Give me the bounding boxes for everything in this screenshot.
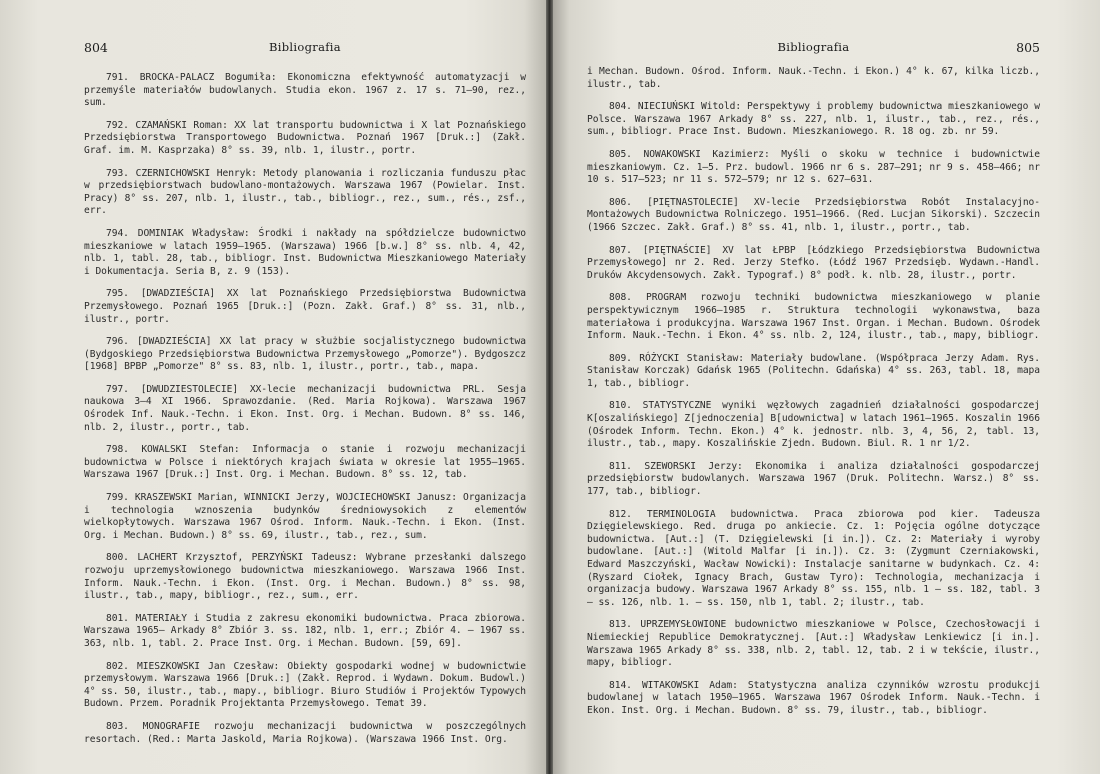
page-number: 804 (84, 40, 108, 55)
entry-text: STATYSTYCZNE wyniki węzłowych zagadnień działalności gospodarczej K[oszalińskiego] Z[jednoczenia] B[udownictwa] w latach 1961—1965. Koszalin 1966 (Ośrodek Inform. Techn. Ekon.) 4° k. jednostr. nlb. 3, 4, 56, 2, tabl. 13, ilustr., tab., mapy. Koszalińskie Zjedn. Budown. Biul. R. 1 nr 1/2. (587, 400, 1041, 450)
bibliography-entry (587, 149, 1040, 187)
entry-text: LACHERT Krzysztof, PERZYŃSKI Tadeusz: Wybrane przesłanki dalszego rozwoju uprzemysłowionego budownictwa mieszkaniowego. Warszawa 1966 Inst. Inform. Nauk.-Techn. i Ekon. (Inst. Org. i Mechan. Budown.) 8° ss. 98, ilustr., tab., mapy, bibliogr., rez., sum., err. (84, 552, 526, 602)
entry-text: UPRZEMYSŁOWIONE budownictwo mieszkaniowe w Polsce, Czechosłowacji i Niemieckiej Republice Demokratycznej. [Aut.:] Władysław Lenkiewicz [i in.]. Warszawa 1965 Arkady 8° ss. 338, nlb. 2, tabl. 12, tab. 2 i w tekście, ilustr., mapy, bibliogr. (587, 619, 1040, 669)
entry-number: 807. (609, 244, 632, 256)
bibliography-entry (84, 120, 526, 158)
bibliography-entry (84, 552, 526, 602)
entry-text: KRASZEWSKI Marian, WINNICKI Jerzy, WOJCIECHOWSKI Janusz: Organizacja i technologia wznoszenia budynków średniowysokich z elementów wielkopłytowych. Warszawa 1967 Ośrod. Inform. Nauk.-Techn. i Ekon. (Inst. Org. i Mechan. Budown.) 8° ss. 69, ilustr., tab., rez., sum. (84, 492, 526, 541)
bibliography-entry (84, 384, 526, 434)
entry-text: WITAKOWSKI Adam: Statystyczna analiza czynników wzrostu produkcji budowlanej w latach 1950—1965. Warszawa 1967 Ośrodek Inform. Nauk.-Techn. i Ekon. Inst. Org. i Mechan. Budown. 8° ss. 79, ilustr., tab., bibliogr. (587, 679, 1041, 716)
entry-text: SZEWORSKI Jerzy: Ekonomika i analiza działalności gospodarczej przedsiębiorstw budowlanych. Warszawa 1967 (Druk. Politechn. Warsz.) 8° ss. 177, tab., bibliogr. (587, 460, 1040, 498)
entry-number: 796. (106, 336, 129, 348)
entry-number: 810. (609, 400, 632, 412)
entry-text: KOWALSKI Stefan: Informacja o stanie i rozwoju mechanizacji budownictwa w Polsce i niektórych krajach świata w okresie lat 1955—1965. Warszawa 1967 [Druk.:] Inst. Org. i Mechan. Budown. 8° ss. 12, tab. (84, 444, 526, 481)
bibliography-entry (587, 197, 1040, 235)
page-number: 805 (1016, 40, 1040, 55)
bibliography-entry (587, 245, 1040, 283)
entry-text: MONOGRAFIE rozwoju mechanizacji budownictwa w poszczególnych resortach. (Red.: Marta Jaskold, Maria Rojkowa). (Warszawa 1966 Inst. Org. (84, 720, 526, 745)
entry-text: TERMINOLOGIA budownictwa. Praca zbiorowa pod kier. Tadeusza Dzięgielewskiego. Red. druga po ankiecie. Cz. 1: Pojęcia ogólne dotyczące budownictwa. [Aut.:] (T. Dzięgielewski [i in.]). Cz. 2: Materiały i wyroby budowlane. [Aut.:] (Witold Malfar [i in.]). Cz. 3: (Zygmunt Czerniakowski, Edward Maszczyński, Wacław Nowicki): Instalacje sanitarne w budynkach. Cz. 4: (Ryszard Ciołek, Ignacy Brach, Gustaw Tyro): Technologia, mechanizacja i organizacja budowy. Warszawa 1967 Arkady 8° ss. 155, nlb. 1 — ss. 182, tabl. 3 — ss. 126, nlb. 1. — ss. 150, nlb 1, tabl. 2; ilustr., tab. (587, 508, 1040, 608)
entry-number: 799. (106, 492, 129, 504)
entry-number: 804. (609, 101, 632, 113)
entry-number: 812. (609, 508, 632, 520)
running-header: Bibliografia (777, 40, 850, 54)
bibliography-entry (84, 72, 526, 110)
entry-text: BROCKA-PALACZ Bogumiła: Ekonomiczna efektywność automatyzacji w przemyśle materiałów budowlanych. Studia ekon. 1967 z. 17 s. 71—90, rez., sum. (84, 72, 527, 109)
entry-text: NOWAKOWSKI Kazimierz: Myśli o skoku w technice i budownictwie mieszkaniowym. Cz. 1—5. Prz. budowl. 1966 nr 6 s. 287—291; nr 9 s. 458—466; nr 10 s. 517—523; nr 11 s. 572—579; nr 12 s. 627—631. (587, 148, 1040, 186)
entry-number: 809. (609, 352, 632, 364)
entry-text: PROGRAM rozwoju techniki budownictwa mieszkaniowego w planie perspektywicznym 1966—1985 r. Struktura technologii wykonawstwa, baza materiałowa i produkcyjna. Warszawa 1967 Inst. Organ. i Mechan. Budown. Ośrodek Inform. Nauk.-Techn. i Ekon. 4° ss. nlb. 2, 124, ilustr., tab., mapy, bibliogr. (587, 292, 1041, 342)
bibliography-entry (84, 721, 526, 746)
entry-number: 797. (106, 383, 129, 395)
entry-text: NIECIUŃSKI Witold: Perspektywy i problemy budownictwa mieszkaniowego w Polsce. Warszawa 1967 Arkady 8° ss. 227, nlb. 1, ilustr., tab., rez., rés., sum., bibliogr. Prace Inst. Budown. Mieszkaniowego. R. 18 og. zb. nr 59. (587, 101, 1040, 138)
entry-number: 808. (609, 292, 632, 304)
entry-text: [DWUDZIESTOLECIE] XX-lecie mechanizacji budownictwa PRL. Sesja naukowa 3—4 XI 1966. Sprawozdanie. (Red. Maria Rojkowa). Warszawa 1967 Ośrodek Inf. Nauk.-Techn. i Ekon. Inst. Org. i Mechan. Budown. 8° ss. 146, nlb. 2, ilustr., portr., tab. (84, 383, 526, 433)
right-page-header (587, 36, 1040, 56)
entry-continuation: i Mechan. Budown. Ośrod. Inform. Nauk.-Techn. i Ekon.) 4° k. 67, kilka liczb., ilustr., tab. (587, 66, 1040, 90)
bibliography-entry (84, 228, 526, 278)
entry-number: 792. (106, 119, 129, 131)
bibliography-entry (84, 168, 526, 218)
bibliography-entry (84, 661, 526, 711)
bibliography-entry (587, 353, 1040, 391)
entry-number: 801. (106, 612, 129, 624)
right-page (553, 0, 1100, 774)
entry-text: CZERNICHOWSKI Henryk: Metody planowania i rozliczania funduszu płac w przedsiębiorstwach budowlano-montażowych. Warszawa 1967 (Powielar. Inst. Pracy) 8° ss. 207, nlb. 1, ilustr., tab., bibliogr., rez., sum., rés., zsf., err. (84, 167, 527, 217)
bibliography-entry (84, 336, 526, 374)
running-header: Bibliografia (269, 40, 341, 54)
entry-text: CZAMAŃSKI Roman: XX lat transportu budownictwa i X lat Poznańskiego Przedsiębiorstwa Transportowego Budownictwa. Poznań 1967 [Druk.:] (Zakł. Graf. im. M. Kasprzaka) 8° ss. 39, nlb. 1, ilustr., portr. (84, 119, 526, 156)
bibliography-entry (84, 444, 526, 482)
entry-number: 805. (609, 148, 632, 160)
entry-number: 806. (609, 196, 632, 208)
bibliography-entry (84, 613, 526, 651)
bibliography-entry (84, 492, 526, 542)
entry-number: 802. (106, 660, 129, 672)
entry-number: 791. (106, 72, 129, 83)
bibliography-list (84, 72, 526, 746)
left-page (0, 0, 546, 774)
entry-number: 798. (106, 444, 129, 456)
bibliography-list (587, 66, 1040, 718)
bibliography-entry (587, 680, 1040, 718)
entry-number: 795. (106, 288, 129, 300)
entry-text: MATERIAŁY i Studia z zakresu ekonomiki budownictwa. Praca zbiorowa. Warszawa 1965— Arkady 8° Zbiór 3. ss. 182, nlb. 1, err.; Zbiór 4. — 1967 ss. 363, nlb. 1, tabl. 2. Prace Inst. Org. i Mechan. Budown. [59, 69]. (84, 612, 526, 649)
entry-text: [PIĘTNASTOLECIE] XV-lecie Przedsiębiorstwa Robót Instalacyjno-Montażowych Budownictwa Rolniczego. 1951—1966. (Red. Lucjan Sikorski). Szczecin (1966 Szczec. Zakł. Graf.) 8° ss. 41, nlb. 1, ilustr., portr., tab. (587, 196, 1040, 233)
book-gutter (546, 0, 553, 774)
bibliography-entry (587, 509, 1040, 610)
bibliography-entry (587, 400, 1040, 450)
entry-number: 803. (106, 720, 129, 732)
entry-text: RÓŻYCKI Stanisław: Materiały budowlane. (Współpraca Jerzy Adam. Rys. Stanisław Korczak) Gdańsk 1965 (Politechn. Gdańska) 4° ss. 263, tabl. 18, mapa 1, tab., bibliogr. (587, 352, 1040, 389)
entry-text: [DWADZIEŚCIA] XX lat pracy w służbie socjalistycznego budownictwa (Bydgoskiego Przedsiębiorstwa Budownictwa Przemysłowego „Pomorze"). Bydgoszcz [1968] BPBP „Pomorze" 8° ss. 83, nlb. 1, ilustr., portr., tab., mapa. (84, 336, 526, 373)
left-page-header (84, 36, 526, 56)
entry-number: 800. (106, 552, 129, 564)
entry-number: 813. (609, 619, 632, 631)
bibliography-entry (587, 461, 1040, 499)
bibliography-entry (84, 288, 526, 326)
entry-text: DOMINIAK Władysław: Środki i nakłady na spółdzielcze budownictwo mieszkaniowe w latach 1959—1965. (Warszawa) 1966 [b.w.] 8° ss. nlb. 4, 42, nlb. 1, tabl. 28, tab., bibliogr. Inst. Budownictwa Mieszkaniowego Materiały i Dokumentacja. Seria B, z. 9 (153). (84, 227, 526, 277)
entry-text: [PIĘTNAŚCIE] XV lat ŁPBP [Łódzkiego Przedsiębiorstwa Budownictwa Przemysłowego] nr 2. Red. Jerzy Stefko. (Łódź 1967 Przedsięb. Wydawn.-Handl. Druków Akcydensowych. Zakł. Typograf.) 8° podł. k. nlb. 28, ilustr., portr. (587, 244, 1040, 281)
bibliography-entry (587, 101, 1040, 139)
bibliography-entry (587, 292, 1040, 342)
entry-number: 793. (106, 167, 129, 179)
entry-text: MIESZKOWSKI Jan Czesław: Obiekty gospodarki wodnej w budownictwie przemysłowym. Warszawa 1966 [Druk.:] (Zakł. Reprod. i Wydawn. Dokum. Budowl.) 4° ss. 50, ilustr., tab., mapy., bibliogr. Biuro Studiów i Projektów Typowych Budown. Przem. Poradnik Projektanta Przemysłowego. Temat 39. (84, 660, 526, 710)
entry-text: [DWADZIEŚCIA] XX lat Poznańskiego Przedsiębiorstwa Budownictwa Przemysłowego. Poznań 1965 [Druk.:] (Pozn. Zakł. Graf.) 8° ss. 31, nlb., ilustr., portr. (84, 288, 526, 325)
entry-number: 811. (609, 460, 632, 472)
entry-number: 794. (106, 227, 129, 239)
entry-number: 814. (609, 679, 632, 691)
bibliography-entry (587, 619, 1040, 669)
